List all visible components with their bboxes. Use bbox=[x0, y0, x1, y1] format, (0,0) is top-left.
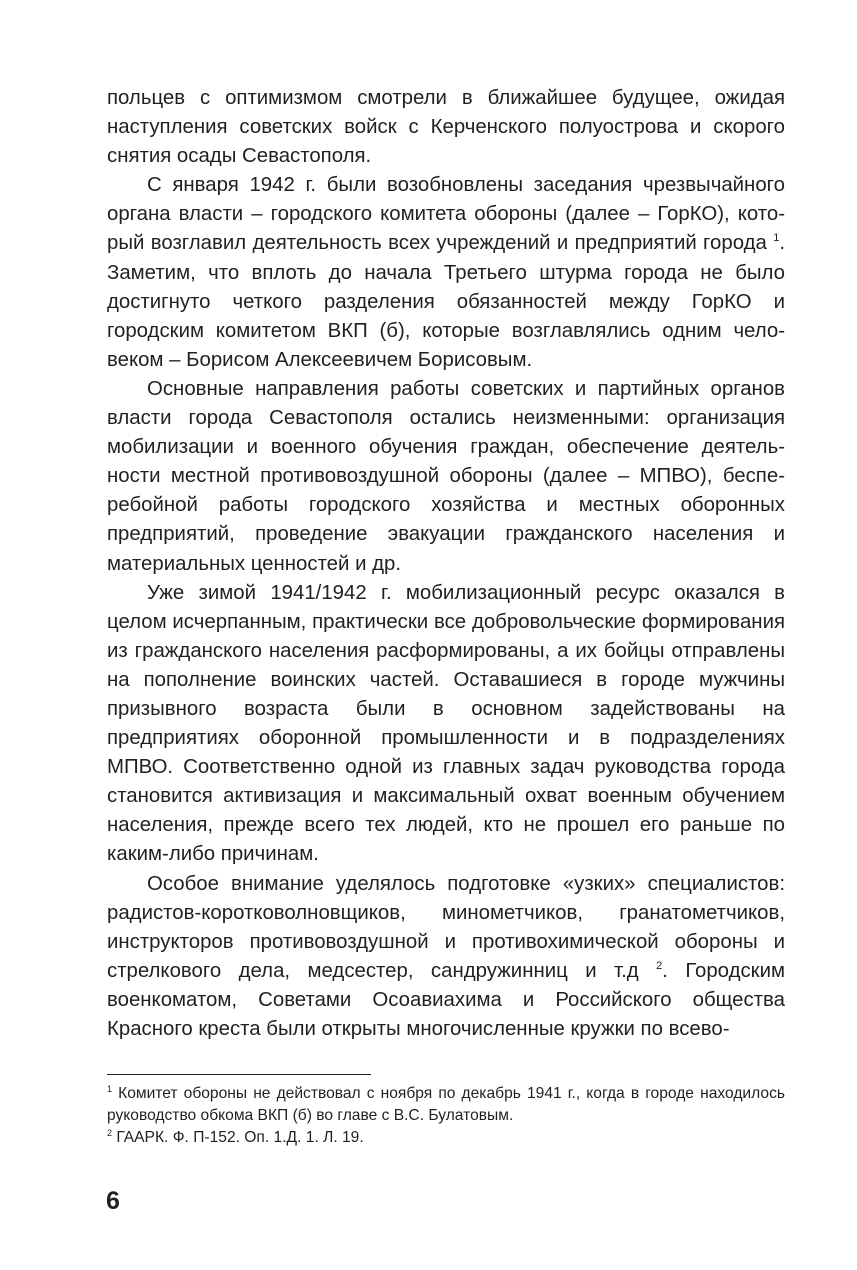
footnote-divider bbox=[107, 1074, 371, 1075]
footnote-1 bbox=[107, 1083, 785, 1127]
footnote-2 bbox=[107, 1127, 785, 1149]
paragraph-2-text-before: С января 1942 г. были возобновлены заседания чрезвычайного органа власти – городского комитета обороны (далее – ГорКО), который возглавил деятельность всех учреждений и предприятий города bbox=[107, 174, 785, 255]
footnote-1-text: Комитет обороны не действовал с ноября по декабрь 1941 г., когда в городе находилось руководство обкома ВКП (б) во главе с В.С. Булатовым. bbox=[107, 1085, 785, 1124]
footnote-1-marker: 1 bbox=[107, 1084, 113, 1094]
paragraph-3: Основные направления работы советских и партийных органов власти города Севастополя остались неизменными: организация мобилизации и военного обучения граждан, обеспечение деятельности местной противовоздушной обороны (далее – МПВО), бесперебойной работы городского хозяйства и местных оборонных предприятий, проведение эвакуации гражданского населения и материальных ценностей и др. bbox=[107, 377, 785, 575]
paragraph-2 bbox=[107, 171, 785, 375]
paragraph-5 bbox=[107, 870, 785, 1045]
paragraph-4: Уже зимой 1941/1942 г. мобилизационный ресурс оказался в целом исчерпанным, практически все добровольческие формирования из гражданского населения расформированы, а их бойцы отправлены на пополнение воинских частей. Оставашиеся в городе мужчины призывного возраста были в основном задействованы на предприятиях оборонной промышленности и в подразделениях МПВО. Соответственно одной из главных задач руководства города становится активизация и максимальный охват военным обучением населения, прежде всего тех людей, кто не прошел его раньше по каким-либо причинам. bbox=[107, 581, 785, 866]
paragraph-5-text-after: . Городским военкоматом, Советами Осоавиахима и Российского общества Красного креста были открыты многочисленные кружки по всево- bbox=[107, 959, 785, 1040]
paragraph-1: польцев с оптимизмом смотрели в ближайшее будущее, ожидая наступления советских войск с Керченского полуострова и скорого снятия осады Севастополя. bbox=[107, 87, 785, 168]
footnote-2-text: ГААРК. Ф. П-152. Оп. 1.Д. 1. Л. 19. bbox=[112, 1129, 364, 1146]
paragraph-2-text-after: . Заметим, что вплоть до начала Третьего штурма города не было достигнуто четкого разделения обязанностей между ГорКО и городским комитетом ВКП (б), которые возглавлялись одним человеком – Борисом Алексеевичем Борисовым. bbox=[107, 232, 785, 371]
page-body bbox=[107, 84, 785, 1044]
footnote-ref-1[interactable]: 1 bbox=[773, 232, 780, 245]
page-number: 6 bbox=[106, 1187, 120, 1215]
paragraph-5-text-before: Особое внимание уделялось подготовке «узких» специалистов: радистов-коротковолновщиков, минометчиков, гранатометчиков, инструкторов противовоздушной и противохимической обороны и стрелкового дела, медсестер, сандружинниц и т.д bbox=[107, 872, 785, 982]
footnote-ref-2[interactable]: 2 bbox=[656, 959, 663, 972]
footnote-2-marker: 2 bbox=[107, 1128, 113, 1138]
main-text bbox=[107, 84, 785, 1044]
footnotes bbox=[107, 1083, 785, 1149]
